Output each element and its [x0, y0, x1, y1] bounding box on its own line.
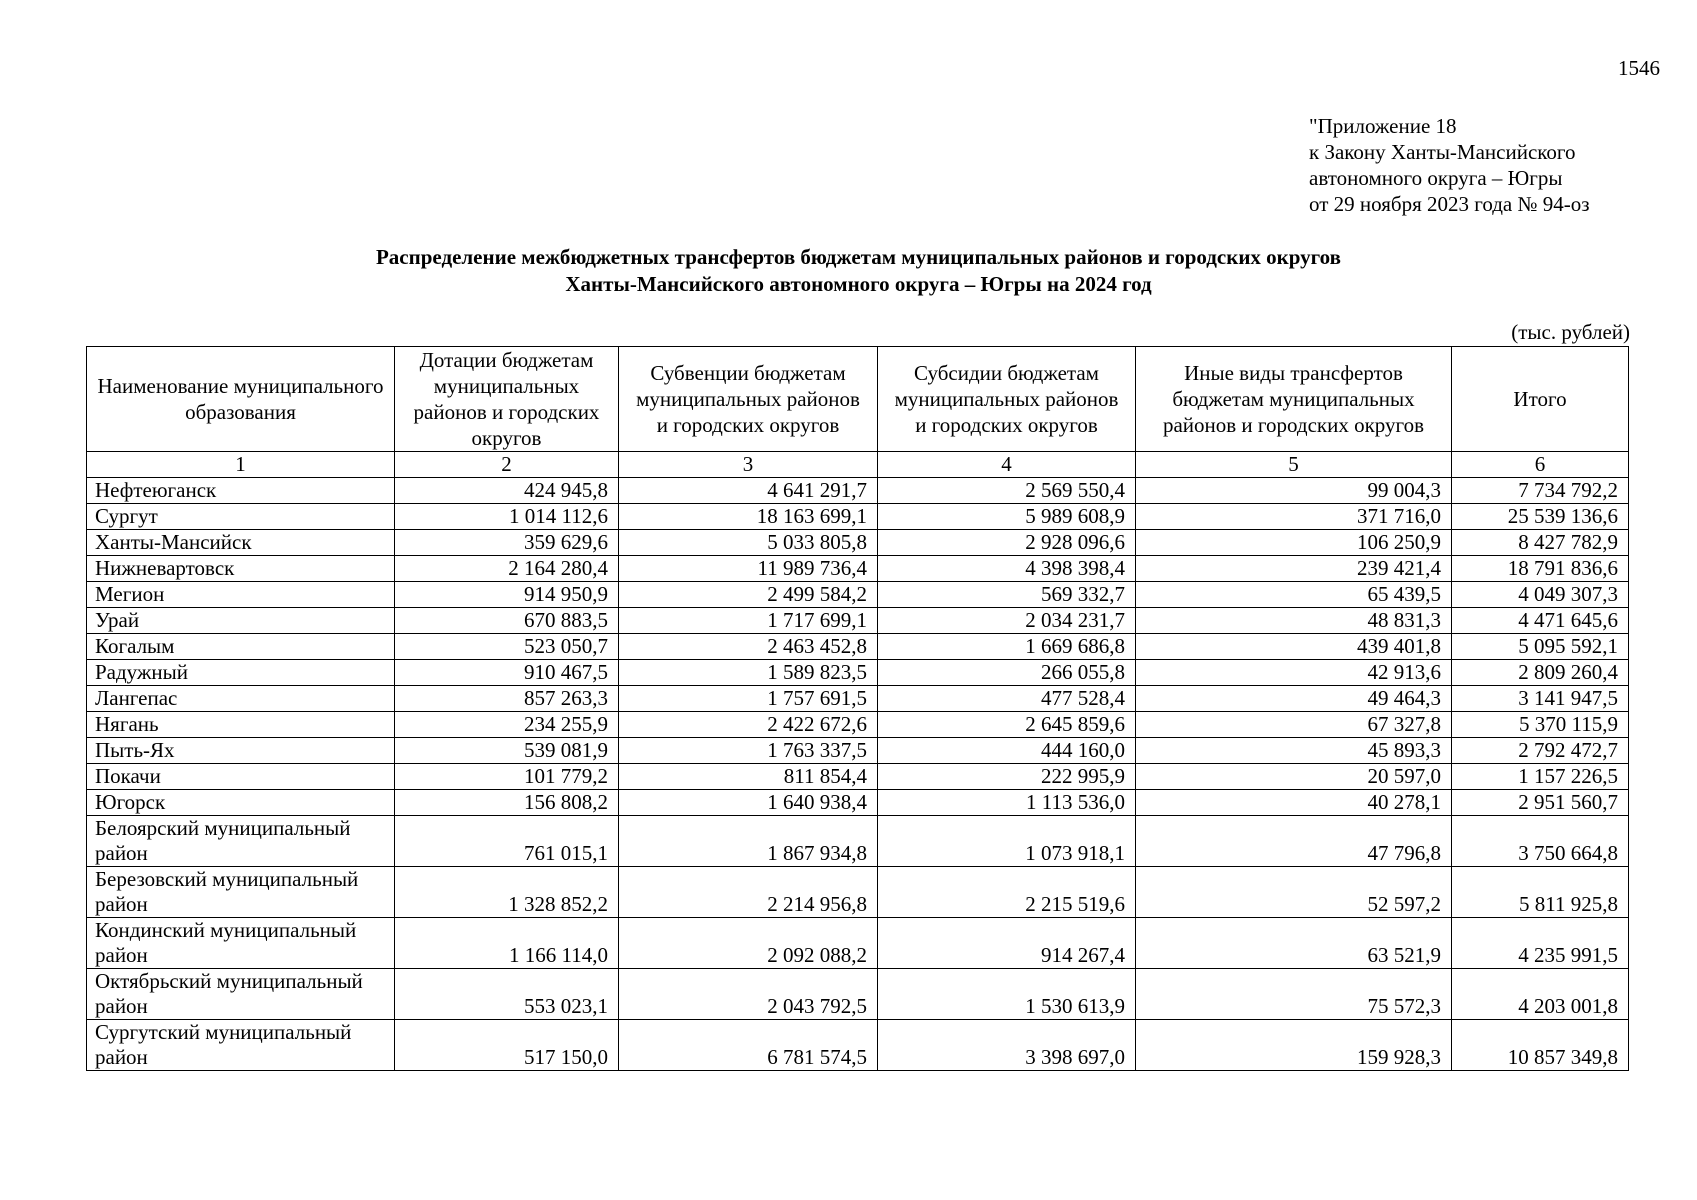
- table-row: [87, 790, 1629, 816]
- table-row: [87, 969, 1629, 1020]
- amount-cell: 1 113 536,0: [878, 790, 1136, 816]
- amount-cell: 10 857 349,8: [1452, 1020, 1629, 1071]
- amount-cell: 101 779,2: [395, 764, 619, 790]
- amount-cell: 239 421,4: [1136, 556, 1452, 582]
- municipality-name: Когалым: [87, 634, 395, 660]
- amount-cell: 1 867 934,8: [619, 816, 878, 867]
- transfers-table: [86, 346, 1629, 1071]
- amount-cell: 2 928 096,6: [878, 530, 1136, 556]
- table-row: [87, 1020, 1629, 1071]
- column-number: 2: [395, 452, 619, 478]
- column-number-row: [87, 452, 1629, 478]
- amount-cell: 2 645 859,6: [878, 712, 1136, 738]
- municipality-name: Нефтеюганск: [87, 478, 395, 504]
- amount-cell: 1 717 699,1: [619, 608, 878, 634]
- amount-cell: 6 781 574,5: [619, 1020, 878, 1071]
- amount-cell: 65 439,5: [1136, 582, 1452, 608]
- amount-cell: 5 989 608,9: [878, 504, 1136, 530]
- amount-cell: 159 928,3: [1136, 1020, 1452, 1071]
- amount-cell: 63 521,9: [1136, 918, 1452, 969]
- page-number: 1546: [1618, 56, 1660, 80]
- amount-cell: 52 597,2: [1136, 867, 1452, 918]
- amount-cell: 2 215 519,6: [878, 867, 1136, 918]
- municipality-name: Кондинский муниципальный район: [87, 918, 395, 969]
- amount-cell: 477 528,4: [878, 686, 1136, 712]
- amount-cell: 4 049 307,3: [1452, 582, 1629, 608]
- table-header-row: [87, 347, 1629, 452]
- amount-cell: 2 092 088,2: [619, 918, 878, 969]
- amount-cell: 2 792 472,7: [1452, 738, 1629, 764]
- appendix-line: от 29 ноября 2023 года № 94-оз: [1309, 192, 1590, 216]
- table-row: [87, 530, 1629, 556]
- amount-cell: 99 004,3: [1136, 478, 1452, 504]
- amount-cell: 2 034 231,7: [878, 608, 1136, 634]
- column-number: 6: [1452, 452, 1629, 478]
- column-header: Иные виды трансфертов бюджетам муниципальных районов и городских округов: [1136, 347, 1452, 452]
- table-row: [87, 712, 1629, 738]
- amount-cell: 1 014 112,6: [395, 504, 619, 530]
- appendix-line: автономного округа – Югры: [1309, 166, 1563, 190]
- amount-cell: 106 250,9: [1136, 530, 1452, 556]
- amount-cell: 20 597,0: [1136, 764, 1452, 790]
- amount-cell: 439 401,8: [1136, 634, 1452, 660]
- amount-cell: 18 163 699,1: [619, 504, 878, 530]
- amount-cell: 1 166 114,0: [395, 918, 619, 969]
- amount-cell: 8 427 782,9: [1452, 530, 1629, 556]
- amount-cell: 4 398 398,4: [878, 556, 1136, 582]
- amount-cell: 5 033 805,8: [619, 530, 878, 556]
- table-row: [87, 918, 1629, 969]
- amount-cell: 4 641 291,7: [619, 478, 878, 504]
- amount-cell: 3 750 664,8: [1452, 816, 1629, 867]
- municipality-name: Югорск: [87, 790, 395, 816]
- amount-cell: 857 263,3: [395, 686, 619, 712]
- column-number: 4: [878, 452, 1136, 478]
- amount-cell: 569 332,7: [878, 582, 1136, 608]
- amount-cell: 670 883,5: [395, 608, 619, 634]
- amount-cell: 11 989 736,4: [619, 556, 878, 582]
- municipality-name: Радужный: [87, 660, 395, 686]
- amount-cell: 914 267,4: [878, 918, 1136, 969]
- amount-cell: 1 328 852,2: [395, 867, 619, 918]
- amount-cell: 1 157 226,5: [1452, 764, 1629, 790]
- amount-cell: 2 043 792,5: [619, 969, 878, 1020]
- amount-cell: 2 164 280,4: [395, 556, 619, 582]
- municipality-name: Пыть-Ях: [87, 738, 395, 764]
- table-row: [87, 634, 1629, 660]
- amount-cell: 371 716,0: [1136, 504, 1452, 530]
- amount-cell: 234 255,9: [395, 712, 619, 738]
- municipality-name: Октябрьский муниципальный район: [87, 969, 395, 1020]
- amount-cell: 1 530 613,9: [878, 969, 1136, 1020]
- amount-cell: 444 160,0: [878, 738, 1136, 764]
- municipality-name: Сургут: [87, 504, 395, 530]
- municipality-name: Лангепас: [87, 686, 395, 712]
- amount-cell: 47 796,8: [1136, 816, 1452, 867]
- amount-cell: 4 235 991,5: [1452, 918, 1629, 969]
- column-header: Дотации бюджетам муниципальных районов и городских округов: [395, 347, 619, 452]
- amount-cell: 222 995,9: [878, 764, 1136, 790]
- amount-cell: 2 499 584,2: [619, 582, 878, 608]
- table-row: [87, 504, 1629, 530]
- amount-cell: 761 015,1: [395, 816, 619, 867]
- municipality-name: Березовский муниципальный район: [87, 867, 395, 918]
- amount-cell: 5 095 592,1: [1452, 634, 1629, 660]
- amount-cell: 75 572,3: [1136, 969, 1452, 1020]
- amount-cell: 156 808,2: [395, 790, 619, 816]
- municipality-name: Нягань: [87, 712, 395, 738]
- amount-cell: 4 203 001,8: [1452, 969, 1629, 1020]
- amount-cell: 1 589 823,5: [619, 660, 878, 686]
- amount-cell: 517 150,0: [395, 1020, 619, 1071]
- table-row: [87, 582, 1629, 608]
- amount-cell: 2 809 260,4: [1452, 660, 1629, 686]
- amount-cell: 811 854,4: [619, 764, 878, 790]
- table-row: [87, 867, 1629, 918]
- table-row: [87, 608, 1629, 634]
- municipality-name: Сургутский муниципальный район: [87, 1020, 395, 1071]
- column-header: Субсидии бюджетам муниципальных районов и городских округов: [878, 347, 1136, 452]
- appendix-line: к Закону Ханты-Мансийского: [1309, 140, 1576, 164]
- amount-cell: 553 023,1: [395, 969, 619, 1020]
- amount-cell: 1 640 938,4: [619, 790, 878, 816]
- amount-cell: 914 950,9: [395, 582, 619, 608]
- amount-cell: 48 831,3: [1136, 608, 1452, 634]
- amount-cell: 359 629,6: [395, 530, 619, 556]
- amount-cell: 3 398 697,0: [878, 1020, 1136, 1071]
- amount-cell: 2 951 560,7: [1452, 790, 1629, 816]
- amount-cell: 25 539 136,6: [1452, 504, 1629, 530]
- amount-cell: 5 811 925,8: [1452, 867, 1629, 918]
- municipality-name: Урай: [87, 608, 395, 634]
- amount-cell: 5 370 115,9: [1452, 712, 1629, 738]
- amount-cell: 18 791 836,6: [1452, 556, 1629, 582]
- amount-cell: 266 055,8: [878, 660, 1136, 686]
- units-label: (тыс. рублей): [1511, 320, 1630, 344]
- document-title: [0, 244, 1697, 298]
- municipality-name: Нижневартовск: [87, 556, 395, 582]
- table-row: [87, 816, 1629, 867]
- column-header: Итого: [1452, 347, 1629, 452]
- amount-cell: 67 327,8: [1136, 712, 1452, 738]
- column-header: Субвенции бюджетам муниципальных районов и городских округов: [619, 347, 878, 452]
- column-number: 1: [87, 452, 395, 478]
- amount-cell: 2 569 550,4: [878, 478, 1136, 504]
- amount-cell: 7 734 792,2: [1452, 478, 1629, 504]
- amount-cell: 3 141 947,5: [1452, 686, 1629, 712]
- municipality-name: Мегион: [87, 582, 395, 608]
- amount-cell: 2 422 672,6: [619, 712, 878, 738]
- amount-cell: 40 278,1: [1136, 790, 1452, 816]
- amount-cell: 4 471 645,6: [1452, 608, 1629, 634]
- table-row: [87, 660, 1629, 686]
- column-number: 5: [1136, 452, 1452, 478]
- amount-cell: 1 073 918,1: [878, 816, 1136, 867]
- table-row: [87, 738, 1629, 764]
- amount-cell: 2 214 956,8: [619, 867, 878, 918]
- column-header: Наименование муниципального образования: [87, 347, 395, 452]
- table-row: [87, 686, 1629, 712]
- appendix-reference: [1309, 113, 1590, 217]
- table-row: [87, 556, 1629, 582]
- appendix-line: "Приложение 18: [1309, 114, 1457, 138]
- title-line: Ханты-Мансийского автономного округа – Югры на 2024 год: [565, 272, 1152, 296]
- municipality-name: Покачи: [87, 764, 395, 790]
- amount-cell: 1 763 337,5: [619, 738, 878, 764]
- table-row: [87, 478, 1629, 504]
- municipality-name: Белоярский муниципальный район: [87, 816, 395, 867]
- amount-cell: 45 893,3: [1136, 738, 1452, 764]
- table-row: [87, 764, 1629, 790]
- amount-cell: 424 945,8: [395, 478, 619, 504]
- amount-cell: 1 669 686,8: [878, 634, 1136, 660]
- amount-cell: 2 463 452,8: [619, 634, 878, 660]
- title-line: Распределение межбюджетных трансфертов бюджетам муниципальных районов и городских округов: [375, 245, 1341, 269]
- amount-cell: 523 050,7: [395, 634, 619, 660]
- amount-cell: 539 081,9: [395, 738, 619, 764]
- column-number: 3: [619, 452, 878, 478]
- amount-cell: 42 913,6: [1136, 660, 1452, 686]
- amount-cell: 910 467,5: [395, 660, 619, 686]
- amount-cell: 49 464,3: [1136, 686, 1452, 712]
- amount-cell: 1 757 691,5: [619, 686, 878, 712]
- municipality-name: Ханты-Мансийск: [87, 530, 395, 556]
